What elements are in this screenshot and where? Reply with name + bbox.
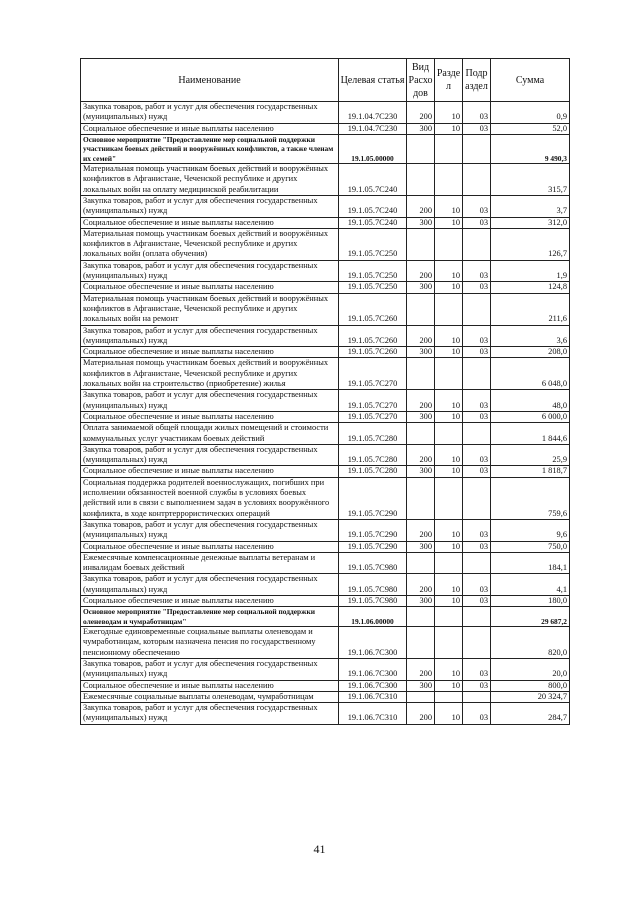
cell-expense-type: 300: [407, 347, 435, 358]
header-sum: Сумма: [491, 59, 570, 102]
cell-section: [435, 228, 463, 260]
cell-subsection: 03: [463, 541, 491, 552]
cell-subsection: 03: [463, 444, 491, 466]
cell-sum: 759,6: [491, 477, 570, 519]
cell-name: Материальная помощь участникам боевых действий и вооружённых конфликтов в Афганистане, Чеченской республике и других локальных войн на оплату медицинской реабилитации: [81, 164, 339, 196]
cell-subsection: 03: [463, 325, 491, 347]
cell-expense-type: 300: [407, 680, 435, 691]
cell-expense-type: [407, 228, 435, 260]
cell-target-article: 19.1.05.7С270: [339, 358, 407, 390]
cell-expense-type: 200: [407, 574, 435, 596]
table-row: [81, 541, 570, 552]
cell-expense-type: [407, 164, 435, 196]
cell-name: Материальная помощь участникам боевых действий и вооружённых конфликтов в Афганистане, Чеченской республике и других локальных войн на ремонт: [81, 293, 339, 325]
cell-subsection: 03: [463, 217, 491, 228]
cell-target-article: 19.1.05.7С980: [339, 574, 407, 596]
cell-name: Социальное обеспечение и иные выплаты населению: [81, 282, 339, 293]
cell-sum: 6 000,0: [491, 411, 570, 422]
cell-sum: 52,0: [491, 123, 570, 134]
cell-expense-type: [407, 477, 435, 519]
cell-expense-type: 200: [407, 703, 435, 725]
cell-subsection: 03: [463, 595, 491, 606]
cell-sum: 750,0: [491, 541, 570, 552]
table-row: [81, 102, 570, 124]
cell-name: Социальное обеспечение и иные выплаты населению: [81, 466, 339, 477]
cell-name: Социальное обеспечение и иные выплаты населению: [81, 123, 339, 134]
cell-expense-type: 300: [407, 282, 435, 293]
cell-target-article: 19.1.05.7С250: [339, 260, 407, 282]
cell-subsection: [463, 607, 491, 627]
cell-section: 10: [435, 466, 463, 477]
cell-target-article: 19.1.05.7С980: [339, 595, 407, 606]
header-name: Наименование: [81, 59, 339, 102]
cell-name: Социальное обеспечение и иные выплаты населению: [81, 347, 339, 358]
cell-target-article: 19.1.06.7С300: [339, 627, 407, 659]
cell-sum: 0,9: [491, 102, 570, 124]
cell-subsection: 03: [463, 703, 491, 725]
cell-expense-type: 200: [407, 390, 435, 412]
table-row: [81, 552, 570, 574]
header-row: [81, 59, 570, 102]
cell-subsection: [463, 423, 491, 445]
cell-target-article: 19.1.05.7С250: [339, 282, 407, 293]
table-row: [81, 519, 570, 541]
cell-sum: 4,1: [491, 574, 570, 596]
cell-section: [435, 607, 463, 627]
cell-section: 10: [435, 574, 463, 596]
table-row: [81, 293, 570, 325]
cell-section: [435, 164, 463, 196]
cell-subsection: [463, 293, 491, 325]
table-row: [81, 423, 570, 445]
header-section: Разде л: [435, 59, 463, 102]
cell-sum: 1 844,6: [491, 423, 570, 445]
cell-subsection: [463, 691, 491, 702]
cell-sum: 820,0: [491, 627, 570, 659]
cell-name: Закупка товаров, работ и услуг для обеспечения государственных (муниципальных) нужд: [81, 703, 339, 725]
header-subsection: Подр аздел: [463, 59, 491, 102]
table-row: [81, 196, 570, 218]
cell-target-article: 19.1.05.7С280: [339, 466, 407, 477]
cell-section: 10: [435, 658, 463, 680]
table-row: [81, 703, 570, 725]
cell-target-article: 19.1.06.7С310: [339, 691, 407, 702]
cell-sum: 315,7: [491, 164, 570, 196]
cell-sum: 25,9: [491, 444, 570, 466]
cell-expense-type: [407, 423, 435, 445]
table-row-main-activity: [81, 134, 570, 163]
cell-sum: 1 818,7: [491, 466, 570, 477]
cell-subsection: [463, 552, 491, 574]
table-row: [81, 444, 570, 466]
cell-sum: 9 490,3: [491, 134, 570, 163]
cell-target-article: 19.1.06.7С300: [339, 680, 407, 691]
cell-subsection: 03: [463, 260, 491, 282]
cell-expense-type: 200: [407, 196, 435, 218]
table-row: [81, 680, 570, 691]
cell-subsection: 03: [463, 466, 491, 477]
cell-expense-type: 300: [407, 541, 435, 552]
header-expense-type: Вид Расхо дов: [407, 59, 435, 102]
cell-expense-type: [407, 293, 435, 325]
cell-expense-type: 200: [407, 519, 435, 541]
cell-subsection: 03: [463, 411, 491, 422]
cell-section: 10: [435, 703, 463, 725]
cell-expense-type: 300: [407, 411, 435, 422]
cell-target-article: 19.1.04.7С230: [339, 123, 407, 134]
cell-expense-type: 300: [407, 595, 435, 606]
cell-sum: 29 687,2: [491, 607, 570, 627]
cell-sum: 1,9: [491, 260, 570, 282]
cell-section: 10: [435, 680, 463, 691]
table-body: [81, 102, 570, 725]
table-row: [81, 217, 570, 228]
cell-subsection: 03: [463, 574, 491, 596]
cell-target-article: 19.1.05.7С280: [339, 423, 407, 445]
table-row: [81, 260, 570, 282]
cell-subsection: 03: [463, 390, 491, 412]
cell-sum: 3,7: [491, 196, 570, 218]
cell-expense-type: [407, 358, 435, 390]
cell-section: [435, 293, 463, 325]
table-row: [81, 691, 570, 702]
table-row: [81, 390, 570, 412]
cell-target-article: 19.1.06.7С300: [339, 658, 407, 680]
cell-name: Материальная помощь участникам боевых действий и вооружённых конфликтов в Афганистане, Чеченской республике и других локальных войн (оплата обучения): [81, 228, 339, 260]
cell-sum: 211,6: [491, 293, 570, 325]
table-row: [81, 347, 570, 358]
cell-name: Социальное обеспечение и иные выплаты населению: [81, 595, 339, 606]
cell-name: Социальное обеспечение и иные выплаты населению: [81, 680, 339, 691]
cell-expense-type: 200: [407, 260, 435, 282]
cell-name: Закупка товаров, работ и услуг для обеспечения государственных (муниципальных) нужд: [81, 196, 339, 218]
cell-section: [435, 477, 463, 519]
cell-sum: 20,0: [491, 658, 570, 680]
cell-sum: 800,0: [491, 680, 570, 691]
cell-section: [435, 358, 463, 390]
table-row: [81, 658, 570, 680]
cell-name: Ежемесячные компенсационные денежные выплаты ветеранам и инвалидам боевых действий: [81, 552, 339, 574]
cell-section: 10: [435, 595, 463, 606]
cell-subsection: 03: [463, 102, 491, 124]
cell-target-article: 19.1.05.7С270: [339, 411, 407, 422]
table-row: [81, 574, 570, 596]
cell-section: 10: [435, 325, 463, 347]
cell-target-article: 19.1.05.7С260: [339, 325, 407, 347]
cell-sum: 284,7: [491, 703, 570, 725]
table-row: [81, 164, 570, 196]
table-row: [81, 411, 570, 422]
cell-sum: 124,8: [491, 282, 570, 293]
cell-sum: 20 324,7: [491, 691, 570, 702]
cell-expense-type: 300: [407, 466, 435, 477]
cell-section: 10: [435, 444, 463, 466]
cell-name: Закупка товаров, работ и услуг для обеспечения государственных (муниципальных) нужд: [81, 574, 339, 596]
cell-target-article: 19.1.05.00000: [339, 134, 407, 163]
cell-name: Закупка товаров, работ и услуг для обеспечения государственных (муниципальных) нужд: [81, 260, 339, 282]
cell-section: [435, 423, 463, 445]
cell-name: Социальное обеспечение и иные выплаты населению: [81, 541, 339, 552]
cell-expense-type: 200: [407, 444, 435, 466]
cell-name: Закупка товаров, работ и услуг для обеспечения государственных (муниципальных) нужд: [81, 658, 339, 680]
table-row-main-activity: [81, 607, 570, 627]
header-target-article: Целевая статья: [339, 59, 407, 102]
cell-section: [435, 134, 463, 163]
cell-section: 10: [435, 282, 463, 293]
cell-section: 10: [435, 260, 463, 282]
cell-name: Закупка товаров, работ и услуг для обеспечения государственных (муниципальных) нужд: [81, 444, 339, 466]
cell-target-article: 19.1.05.7С290: [339, 541, 407, 552]
table-row: [81, 123, 570, 134]
cell-section: [435, 627, 463, 659]
cell-section: 10: [435, 519, 463, 541]
cell-name: Социальное обеспечение и иные выплаты населению: [81, 217, 339, 228]
cell-expense-type: 200: [407, 325, 435, 347]
cell-subsection: 03: [463, 347, 491, 358]
cell-name: Основное мероприятие "Предоставление мер социальной поддержки оленеводам и чумработницам": [81, 607, 339, 627]
cell-section: [435, 552, 463, 574]
cell-section: [435, 691, 463, 702]
cell-subsection: [463, 477, 491, 519]
cell-target-article: 19.1.05.7С290: [339, 477, 407, 519]
cell-expense-type: 200: [407, 658, 435, 680]
cell-section: 10: [435, 411, 463, 422]
cell-expense-type: 200: [407, 102, 435, 124]
cell-target-article: 19.1.05.7С260: [339, 293, 407, 325]
cell-expense-type: [407, 552, 435, 574]
cell-target-article: 19.1.05.7С240: [339, 164, 407, 196]
cell-section: 10: [435, 347, 463, 358]
cell-name: Закупка товаров, работ и услуг для обеспечения государственных (муниципальных) нужд: [81, 325, 339, 347]
cell-subsection: 03: [463, 282, 491, 293]
cell-name: Социальное обеспечение и иные выплаты населению: [81, 411, 339, 422]
cell-subsection: [463, 134, 491, 163]
cell-name: Закупка товаров, работ и услуг для обеспечения государственных (муниципальных) нужд: [81, 519, 339, 541]
cell-sum: 184,1: [491, 552, 570, 574]
cell-section: 10: [435, 196, 463, 218]
cell-name: Основное мероприятие "Предоставление мер социальной поддержки участникам боевых действий и вооружённых конфликтов, а также членам их семей": [81, 134, 339, 163]
cell-target-article: 19.1.05.7С250: [339, 228, 407, 260]
cell-target-article: 19.1.05.7С290: [339, 519, 407, 541]
table-row: [81, 358, 570, 390]
cell-subsection: 03: [463, 196, 491, 218]
cell-subsection: 03: [463, 519, 491, 541]
table-row: [81, 228, 570, 260]
cell-section: 10: [435, 390, 463, 412]
cell-sum: 6 048,0: [491, 358, 570, 390]
cell-subsection: [463, 627, 491, 659]
cell-section: 10: [435, 541, 463, 552]
cell-sum: 312,0: [491, 217, 570, 228]
table-row: [81, 627, 570, 659]
cell-sum: 180,0: [491, 595, 570, 606]
cell-section: 10: [435, 123, 463, 134]
table-row: [81, 466, 570, 477]
cell-name: Закупка товаров, работ и услуг для обеспечения государственных (муниципальных) нужд: [81, 390, 339, 412]
cell-subsection: 03: [463, 680, 491, 691]
cell-subsection: [463, 228, 491, 260]
cell-sum: 126,7: [491, 228, 570, 260]
cell-expense-type: [407, 134, 435, 163]
table-row: [81, 477, 570, 519]
cell-target-article: 19.1.05.7С240: [339, 217, 407, 228]
cell-name: Ежемесячные социальные выплаты оленеводам, чумработницам: [81, 691, 339, 702]
cell-expense-type: [407, 627, 435, 659]
cell-target-article: 19.1.05.7С260: [339, 347, 407, 358]
cell-target-article: 19.1.06.7С310: [339, 703, 407, 725]
cell-expense-type: 300: [407, 123, 435, 134]
cell-sum: 3,6: [491, 325, 570, 347]
cell-target-article: 19.1.05.7С240: [339, 196, 407, 218]
cell-name: Закупка товаров, работ и услуг для обеспечения государственных (муниципальных) нужд: [81, 102, 339, 124]
cell-target-article: 19.1.04.7С230: [339, 102, 407, 124]
cell-subsection: [463, 164, 491, 196]
cell-name: Оплата занимаемой общей площади жилых помещений и стоимости коммунальных услуг участникам боевых действий: [81, 423, 339, 445]
table-row: [81, 595, 570, 606]
cell-subsection: 03: [463, 123, 491, 134]
cell-target-article: 19.1.06.00000: [339, 607, 407, 627]
cell-expense-type: [407, 691, 435, 702]
cell-section: 10: [435, 102, 463, 124]
budget-table: [80, 58, 570, 725]
cell-subsection: 03: [463, 658, 491, 680]
cell-section: 10: [435, 217, 463, 228]
cell-sum: 208,0: [491, 347, 570, 358]
cell-name: Социальная поддержка родителей военнослужащих, погибших при исполнении обязанностей военной службы в условиях боевых действий или в связи с выполнением задач в условиях вооружённого конфликта, в ходе контртеррористических операций: [81, 477, 339, 519]
page-number: 41: [313, 842, 326, 856]
cell-name: Материальная помощь участникам боевых действий и вооружённых конфликтов в Афганистане, Чеченской республике и других локальных войн на строительство (приобретение) жилья: [81, 358, 339, 390]
table-row: [81, 282, 570, 293]
cell-subsection: [463, 358, 491, 390]
cell-target-article: 19.1.05.7С280: [339, 444, 407, 466]
table-row: [81, 325, 570, 347]
cell-expense-type: [407, 607, 435, 627]
cell-target-article: 19.1.05.7С270: [339, 390, 407, 412]
cell-sum: 48,0: [491, 390, 570, 412]
cell-sum: 9,6: [491, 519, 570, 541]
cell-target-article: 19.1.05.7С980: [339, 552, 407, 574]
cell-expense-type: 300: [407, 217, 435, 228]
cell-name: Ежегодные единовременные социальные выплаты оленеводам и чумработницам, которым назначена пенсия по государственному пенсионному обеспечению: [81, 627, 339, 659]
